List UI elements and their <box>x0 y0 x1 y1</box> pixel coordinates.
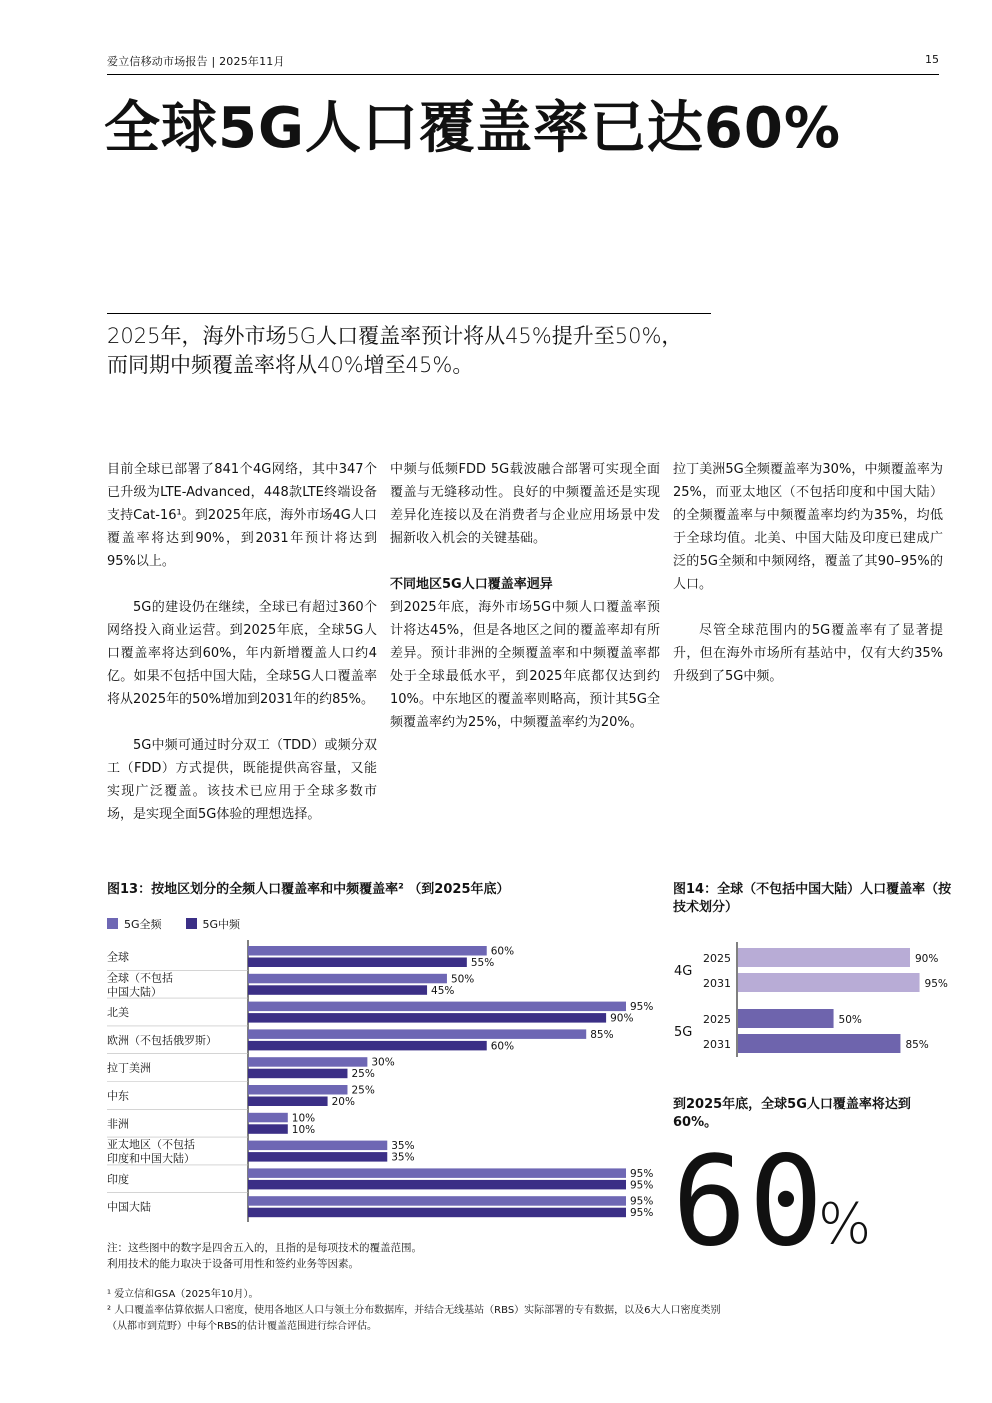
fig13-bar <box>248 1113 288 1123</box>
fig13-bar-label: 85% <box>590 1028 614 1041</box>
stat-unit: % <box>818 1192 872 1257</box>
fig14-year-label: 2025 <box>703 1013 731 1026</box>
fig13-note <box>107 1240 422 1272</box>
lead-line-1: 2025年，海外市场5G人口覆盖率预计将从45%提升至50%， <box>107 324 683 348</box>
fig14-group-label: 4G <box>674 964 693 979</box>
fig14-year-label: 2025 <box>703 952 731 965</box>
fig13-bar-label: 50% <box>450 973 475 986</box>
legend-label-full: 5G全频 <box>124 918 162 931</box>
fig13-bar <box>248 1029 586 1039</box>
fig13-bar <box>248 1208 626 1218</box>
fig13-bar-label: 95% <box>630 1179 654 1192</box>
fig13-bar <box>248 1041 487 1051</box>
footnote-3: （从都市到荒野）中每个RBS的估计覆盖范围进行综合评估。 <box>107 1321 377 1332</box>
fig13-bar-label: 30% <box>371 1056 395 1069</box>
fig13-bar-label: 95% <box>630 1195 654 1208</box>
legend-label-mid: 5G中频 <box>202 918 241 931</box>
stat-caption: 到2025年底，全球5G人口覆盖率将达到60%。 <box>673 1097 911 1130</box>
fig13-category-label: 印度和中国大陆） <box>107 1152 195 1166</box>
footnote-2: ² 人口覆盖率估算依据人口密度，使用各地区人口与领土分布数据库，并结合无线基站（RBS）实际部署的专有数据，以及6大人口密度类别 <box>107 1305 721 1316</box>
fig13-title: 图13：按地区划分的全频人口覆盖率和中频覆盖率² （到2025年底） <box>107 882 510 897</box>
fig14-bar-label: 90% <box>915 953 939 965</box>
fig13-bar-label: 95% <box>630 1207 654 1220</box>
col1-paragraph-1: 目前全球已部署了841个4G网络，其中347个已升级为LTE-Advanced，448款LTE终端设备支持Cat-16¹。到2025年底，海外市场4G人口覆盖率将达到90%，到2031年预计将达到95%以上。 <box>107 462 377 569</box>
fig13-bar <box>248 1085 347 1095</box>
fig13-bar <box>248 1196 626 1206</box>
fig14-year-label: 2031 <box>703 1038 731 1051</box>
fig13-bar-label: 60% <box>490 1040 515 1053</box>
fig14-title: 图14：全球（不包括中国大陆）人口覆盖率（按技术划分） <box>673 882 952 915</box>
fig13-bar <box>248 1013 606 1023</box>
col3-paragraph-2: 尽管全球范围内的5G覆盖率有了显著提升，但在海外市场所有基站中，仅有大约35%升级到了5G中频。 <box>673 623 943 684</box>
fig14-bar <box>738 1034 900 1053</box>
fig13-bar-label: 10% <box>291 1112 316 1125</box>
fig13-bar <box>248 1069 347 1079</box>
fig13-bar <box>248 1168 626 1178</box>
fig13-bar <box>248 1097 328 1107</box>
fig13-bar-label: 60% <box>490 945 515 958</box>
col2-heading: 不同地区5G人口覆盖率迥异 <box>390 577 553 592</box>
fig14-bar-label: 50% <box>838 1014 862 1026</box>
fig14-bar-label: 95% <box>924 978 948 990</box>
fig14-bar <box>738 973 920 992</box>
note-line-1: 注：这些图中的数字是四舍五入的，且指的是每项技术的覆盖范围。 <box>107 1242 422 1254</box>
fig14-bar <box>738 948 910 967</box>
fig13-bar <box>248 958 467 968</box>
footnotes <box>107 1287 807 1335</box>
col2-paragraph-2: 到2025年底，海外市场5G中频人口覆盖率预计将达45%，但是各地区之间的覆盖率却有所差异。预计非洲的全频覆盖率和中频覆盖率都处于全球最低水平，到2025年底都仅达到约10%。中东地区的覆盖率则略高，预计其5G全频覆盖率约为25%，中频覆盖率约为20%。 <box>390 600 660 730</box>
fig13-bar-label: 55% <box>470 957 495 969</box>
fig13-bar-label: 10% <box>291 1123 316 1136</box>
stat-number: 60 <box>672 1130 826 1274</box>
page-title: 全球5G人口覆盖率已达60% <box>104 96 841 161</box>
fig14-year-label: 2031 <box>703 977 731 990</box>
fig13-bar-label: 45% <box>431 984 455 997</box>
fig13-category-label: 亚太地区（不包括 <box>107 1138 195 1152</box>
col1-paragraph-3: 5G中频可通过时分双工（TDD）或频分双工（FDD）方式提供，既能提供高容量，又能实现广泛覆盖。该技术已应用于全球多数市场，是实现全面5G体验的理想选择。 <box>107 738 377 822</box>
fig13-bar-label: 25% <box>351 1068 375 1081</box>
fig13-bar-label: 90% <box>610 1012 634 1025</box>
fig13-bar <box>248 946 487 956</box>
col3-paragraph-1: 拉丁美洲5G全频覆盖率为30%，中频覆盖率为25%，而亚太地区（不包括印度和中国大陆）的全频覆盖率与中频覆盖率均约为35%，均低于全球均值。北美、中国大陆及印度已建成广泛的5G全频和中频网络，覆盖了其90–95%的人口。 <box>673 462 943 592</box>
fig13-bar <box>248 1057 367 1067</box>
fig13-bar-label: 95% <box>630 1001 654 1014</box>
fig14-bar-label: 85% <box>905 1039 929 1051</box>
fig13-category-label: 欧洲（不包括俄罗斯） <box>107 1033 217 1047</box>
fig13-category-label: 非洲 <box>107 1117 129 1131</box>
fig13-bar <box>248 1180 626 1190</box>
fig13-bar <box>248 1141 387 1151</box>
fig13-bar-label: 35% <box>391 1140 415 1153</box>
fig13-bar <box>248 974 447 984</box>
fig13-category-label: 全球 <box>107 950 129 964</box>
fig13-category-label: 中东 <box>107 1089 129 1103</box>
fig13-category-label: 印度 <box>107 1172 129 1186</box>
fig13-bar <box>248 1124 288 1134</box>
col2-paragraph-1: 中频与低频FDD 5G载波融合部署可实现全面覆盖与无缝移动性。良好的中频覆盖还是实现差异化连接以及在消费者与企业应用场景中发掘新收入机会的关键基础。 <box>390 462 660 546</box>
footnote-1: ¹ 爱立信和GSA（2025年10月）。 <box>107 1289 259 1300</box>
note-line-2: 利用技术的能力取决于设备可用性和签约业务等因素。 <box>107 1258 359 1270</box>
fig14-bar <box>738 1009 834 1028</box>
fig13-bar-label: 35% <box>391 1151 415 1164</box>
fig13-category-label: 中国大陆） <box>107 985 162 999</box>
page-number: 15 <box>925 53 939 66</box>
fig13-category-label: 北美 <box>107 1006 129 1020</box>
lead-line-2: 而同期中频覆盖率将从40%增至45%。 <box>107 353 474 377</box>
fig13-category-label: 拉丁美洲 <box>107 1061 151 1075</box>
report-header: 爱立信移动市场报告 | 2025年11月 <box>107 55 285 68</box>
fig13-bar <box>248 985 427 995</box>
col1-paragraph-2: 5G的建设仍在继续，全球已有超过360个网络投入商业运营。到2025年底，全球5G人口覆盖率将达到60%，年内新增覆盖人口约4亿。如果不包括中国大陆，全球5G人口覆盖率将从2025年的50%增加到2031年的约85%。 <box>107 600 377 707</box>
fig13-category-label: 全球（不包括 <box>107 971 173 985</box>
fig14-group-label: 5G <box>674 1025 693 1040</box>
fig13-bar-label: 20% <box>331 1096 355 1108</box>
fig13-bar-label: 95% <box>630 1167 654 1180</box>
fig13-bar-label: 25% <box>351 1084 375 1097</box>
fig13-category-label: 中国大陆 <box>107 1200 151 1214</box>
fig13-bar <box>248 1002 626 1012</box>
fig13-bar <box>248 1152 387 1162</box>
